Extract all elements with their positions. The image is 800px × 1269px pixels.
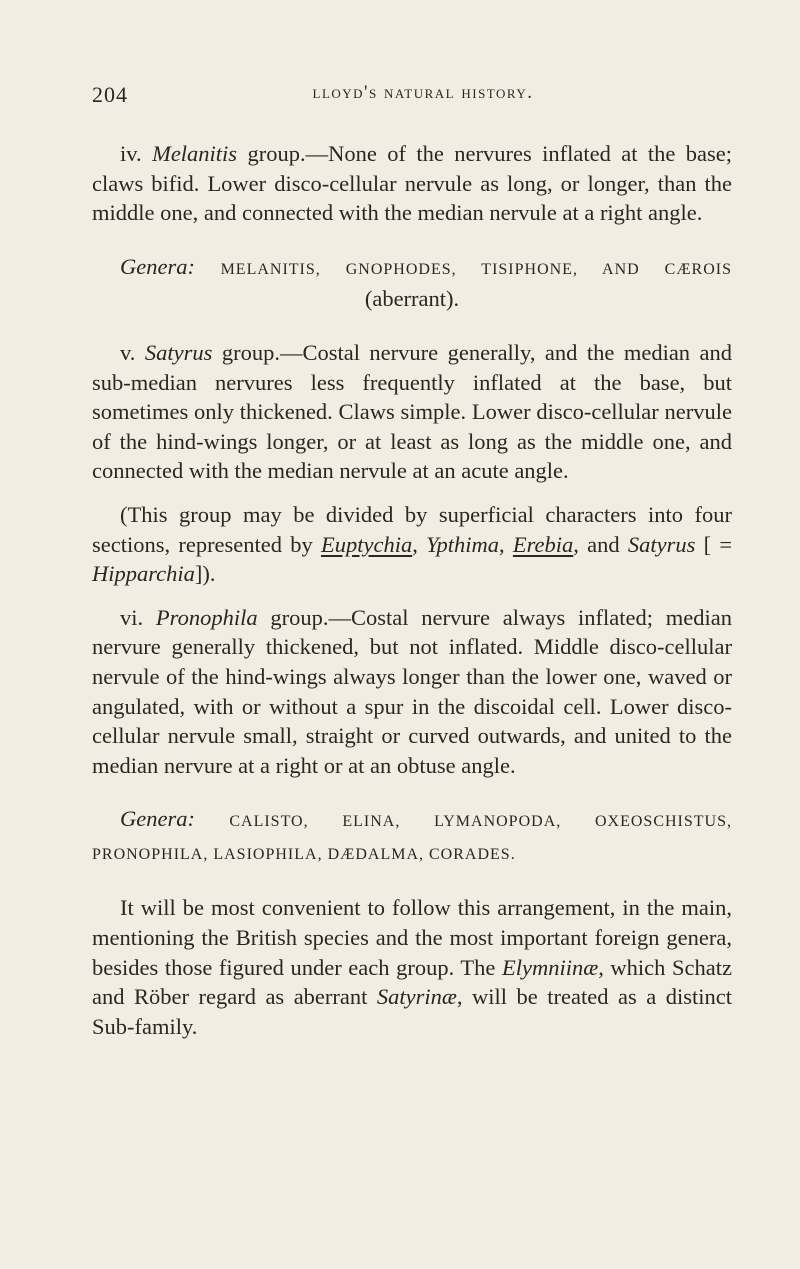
subfamily-satyrinae: Satyrinæ: [376, 984, 457, 1010]
paragraph-text: group.—None of the nervures inflated at the base; claws bifid. Lower disco-cellular nervule as long, or longer, than the middle one, and connected with the median nervule at a right angle.: [92, 141, 732, 226]
paragraph-text: It will be most convenient to follow this arrangement, in the main, mentioning the British species and the most important foreign genera, besides those figured under each group. The: [92, 895, 732, 980]
bracket-close: ]).: [194, 561, 216, 587]
section-numeral: vi.: [120, 604, 144, 630]
separator: ,: [499, 531, 513, 557]
genus-erebia: Erebia: [512, 531, 574, 557]
genera-note: (aberrant).: [364, 286, 460, 312]
genera-names: MELANITIS, GNOPHODES, TISIPHONE, AND CÆROIS: [220, 260, 732, 278]
paragraph-text: group.—Costal nervure generally, and the median and sub-median nervures less frequently inflated at the base, but sometimes only thickened. Claws simple. Lower disco-cellular nervule of the hind-wings longer, or at least as long as the middle one, and connected with the median nervule at an acute angle.: [92, 339, 733, 484]
section-numeral: iv.: [120, 141, 142, 166]
paragraph-text: group.—Costal nervure always inflated; median nervure generally thickened, but not inflated. Middle disco-cellular nervule of the hind-wings always longer than the lower one, waved or angulated, with or without a spur in the discoidal cell. Lower disco-cellular nervule small, straight or curved outwards, and united to the median nervure at a right or at an obtuse angle.: [92, 604, 732, 778]
genera-label: Genera:: [120, 253, 195, 279]
page-number: 204: [92, 82, 128, 107]
paragraph-satyrus-sections: [92, 500, 732, 589]
paragraph-melanitis-group: [92, 139, 732, 228]
group-name-pronophila: Pronophila: [155, 604, 258, 630]
separator: ,: [412, 531, 427, 557]
genus-hipparchia: Hipparchia: [92, 561, 195, 587]
genera-names: CALISTO, ELINA, LYMANOPODA, OXEOSCHISTUS, PRONOPHILA, LASIOPHILA, DÆDALMA, CORADES.: [92, 813, 732, 863]
body-text: [92, 139, 732, 1041]
bracket-open: [ =: [695, 531, 733, 557]
group-name-satyrus: Satyrus: [144, 339, 213, 365]
paragraph-pronophila-group: [92, 603, 732, 781]
genus-euptychia: Euptychia: [320, 531, 413, 557]
separator: , and: [573, 531, 628, 557]
section-numeral: v.: [120, 339, 136, 365]
genera-list-melanitis: [92, 252, 732, 314]
paragraph-text: , will be treated as a distinct Sub-family.: [92, 984, 733, 1039]
genus-satyrus: Satyrus: [627, 531, 696, 557]
paragraph-text: (This group may be divided by superficial characters into four sections, represented by: [92, 501, 732, 557]
paragraph-closing: [92, 893, 732, 1041]
genera-list-pronophila: [92, 804, 732, 869]
paragraph-satyrus-group: [92, 338, 732, 486]
genus-ypthima: Ypthima: [426, 531, 500, 557]
paragraph-text: , which Schatz and Röber regard as aberrant: [92, 954, 732, 1010]
running-title: lloyd's natural history.: [312, 82, 534, 103]
subfamily-elymniinae: Elymniinæ: [501, 954, 599, 980]
group-name-melanitis: Melanitis: [152, 141, 238, 166]
genera-label: Genera:: [120, 806, 195, 832]
running-head: [92, 82, 724, 112]
